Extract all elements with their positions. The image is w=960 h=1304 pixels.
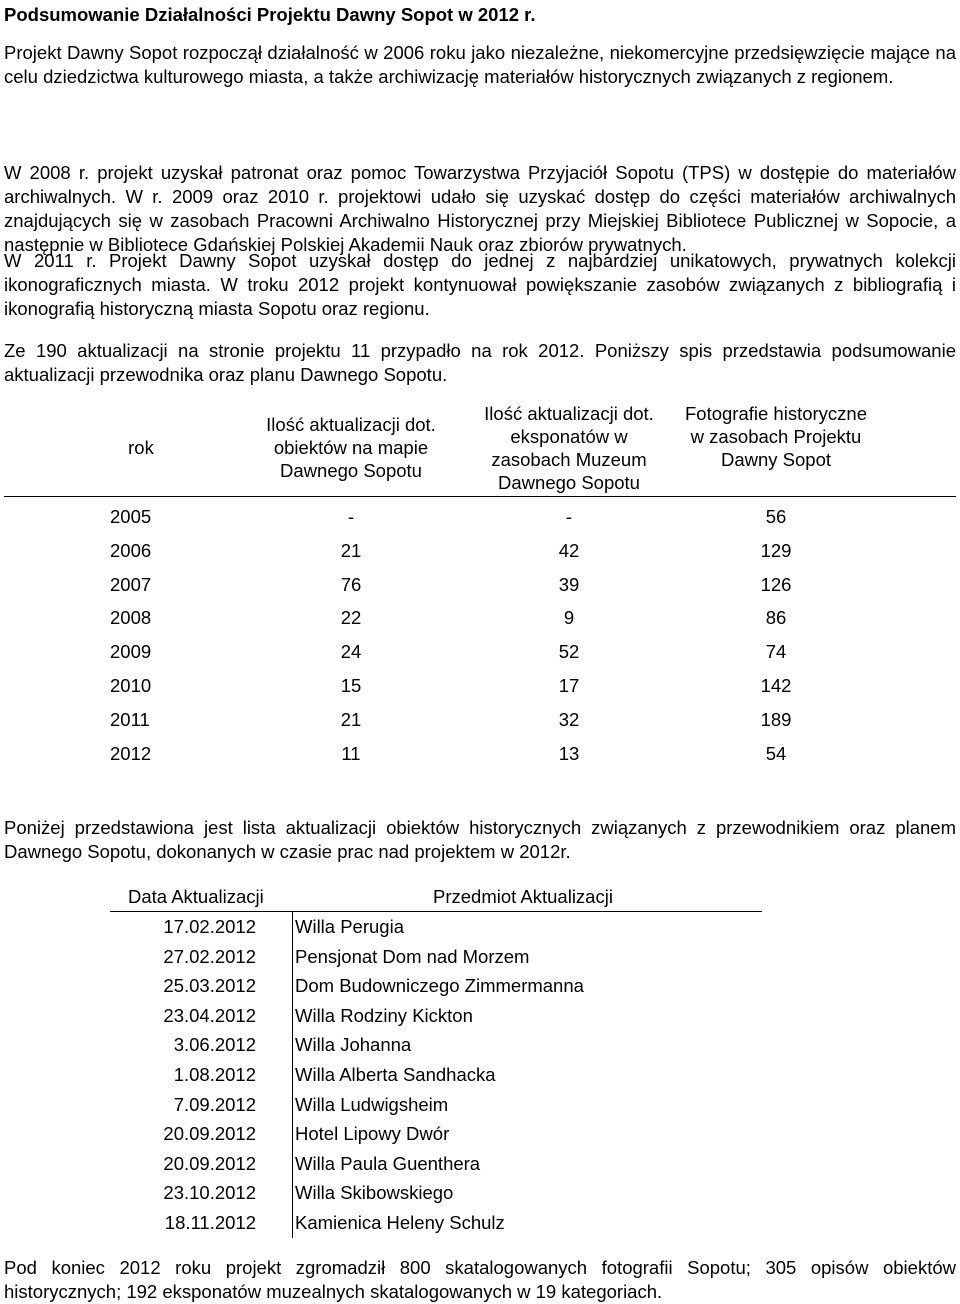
update-subject: Willa Skibowskiego (292, 1178, 453, 1208)
header-update-date: Data Aktualizacji (128, 886, 264, 907)
update-subject: Willa Ludwigsheim (292, 1090, 448, 1120)
updates-intro-paragraph: Poniżej przedstawiona jest lista aktualizacji obiektów historycznych związanych z przewodnikiem oraz planem Dawnego Sopotu, dokonanych w czasie prac nad projektem w 2012r. (4, 817, 956, 862)
update-row (4, 971, 956, 1001)
row-map-updates: 24 (340, 641, 362, 663)
row-map-updates: 21 (340, 539, 362, 561)
update-subject: Willa Perugia (292, 912, 404, 942)
row-historic-photos: 54 (765, 742, 787, 764)
history-paragraph: W 2008 r. projekt uzyskał patronat oraz pomoc Towarzystwa Przyjaciół Sopotu (TPS) w dostępie do materiałów archiwalnych. W r. 2009 oraz 2010 r. projektowi udało się uzyskać dostęp do części materiałów archiwalnych znajdujących się w zasobach Pracowni Archiwalno Historycznej przy Miejskiej Bibliotece Publicznej w Sopocie, a następnie w Bibliotece Gdańskiej Polskiej Akademii Nauk oraz zbiorów prywatnych. (4, 162, 956, 255)
statistics-row (4, 635, 956, 669)
row-year: 2009 (110, 641, 152, 663)
update-date: 7.09.2012 (173, 1093, 256, 1115)
header-year: rok (128, 437, 154, 458)
update-row (4, 1178, 956, 1208)
update-row (4, 1030, 956, 1060)
collection-paragraph: W 2011 r. Projekt Dawny Sopot uzyskał dostęp do jednej z najbardziej unikatowych, prywatnych kolekcji ikonograficznych miasta. W troku 2012 projekt kontynuował powiększanie zasobów związanych z bibliografią i ikonografią historyczną miasta Sopotu oraz regionu. (4, 250, 956, 319)
update-date: 20.09.2012 (163, 1123, 256, 1145)
update-row (4, 1060, 956, 1090)
update-date: 25.03.2012 (163, 975, 256, 997)
header-update-subject: Przedmiot Aktualizacji (433, 886, 613, 907)
update-subject: Willa Rodziny Kickton (292, 1001, 473, 1031)
statistics-row (4, 669, 956, 703)
document-title: Podsumowanie Działalności Projektu Dawny Sopot w 2012 r. (4, 4, 536, 25)
header-historic-photos: Fotografie historyczne w zasobach Projektu Dawny Sopot (684, 403, 867, 470)
header-map-updates: Ilość aktualizacji dot. obiektów na mapie Dawnego Sopotu (266, 414, 436, 481)
row-museum-updates: 13 (558, 742, 580, 764)
row-historic-photos: 142 (760, 674, 792, 696)
row-year: 2005 (110, 506, 152, 527)
update-subject: Kamienica Heleny Schulz (292, 1208, 505, 1238)
updates-table-body (4, 912, 956, 1238)
statistics-row (4, 500, 956, 534)
update-subject: Dom Budowniczego Zimmermanna (292, 971, 584, 1001)
row-historic-photos: 126 (760, 573, 792, 595)
statistics-row (4, 534, 956, 568)
statistics-table-header (4, 396, 956, 497)
update-date: 23.10.2012 (163, 1182, 256, 1204)
update-subject: Willa Alberta Sandhacka (292, 1060, 496, 1090)
row-year: 2006 (110, 539, 152, 561)
row-map-updates: 22 (340, 607, 362, 629)
update-row (4, 1090, 956, 1120)
row-museum-updates: 9 (563, 607, 575, 629)
row-historic-photos: 129 (760, 539, 792, 561)
update-subject: Hotel Lipowy Dwór (292, 1119, 449, 1149)
row-museum-updates: 39 (558, 573, 580, 595)
update-row (4, 1119, 956, 1149)
closing-paragraph: Pod koniec 2012 roku projekt zgromadził 800 skatalogowanych fotografii Sopotu; 305 opisów obiektów historycznych; 192 eksponatów muzealnych skatalogowanych w 19 kategoriach. (4, 1257, 956, 1302)
row-historic-photos: 56 (765, 506, 787, 527)
statistics-row (4, 568, 956, 602)
update-row (4, 1001, 956, 1031)
row-museum-updates: 42 (558, 539, 580, 561)
update-row (4, 1149, 956, 1179)
updates-table (4, 883, 956, 1238)
update-date: 23.04.2012 (163, 1004, 256, 1026)
row-map-updates: - (347, 506, 355, 527)
row-year: 2011 (110, 708, 150, 730)
update-date: 18.11.2012 (164, 1211, 256, 1233)
summary-intro-paragraph: Ze 190 aktualizacji na stronie projektu 11 przypadło na rok 2012. Poniższy spis przedstawia podsumowanie aktualizacji przewodnika oraz planu Dawnego Sopotu. (4, 340, 956, 385)
row-map-updates: 15 (340, 674, 362, 696)
statistics-row (4, 737, 956, 771)
header-museum-updates: Ilość aktualizacji dot. eksponatów w zasobach Muzeum Dawnego Sopotu (484, 403, 654, 493)
statistics-row (4, 601, 956, 635)
row-year: 2010 (110, 674, 152, 696)
statistics-table (4, 396, 956, 770)
row-map-updates: 21 (340, 708, 362, 730)
statistics-row (4, 703, 956, 737)
update-date: 20.09.2012 (163, 1152, 256, 1174)
row-museum-updates: - (565, 506, 573, 527)
row-museum-updates: 17 (558, 674, 580, 696)
update-date: 1.08.2012 (173, 1063, 256, 1085)
row-museum-updates: 32 (558, 708, 580, 730)
row-historic-photos: 86 (765, 607, 787, 629)
row-year: 2008 (110, 607, 152, 629)
update-date: 17.02.2012 (163, 916, 256, 937)
row-historic-photos: 74 (765, 641, 787, 663)
update-row (4, 942, 956, 972)
row-year: 2012 (110, 742, 152, 764)
intro-paragraph: Projekt Dawny Sopot rozpoczął działalność w 2006 roku jako niezależne, niekomercyjne przedsięwzięcie mające na celu dziedzictwa kulturowego miasta, a także archiwizację materiałów historycznych związanych z regionem. (4, 42, 956, 87)
update-subject: Pensjonat Dom nad Morzem (292, 942, 529, 972)
update-row (4, 912, 956, 942)
update-date: 3.06.2012 (173, 1034, 256, 1056)
updates-table-header (110, 883, 762, 912)
update-date: 27.02.2012 (163, 945, 256, 967)
row-map-updates: 76 (340, 573, 362, 595)
row-museum-updates: 52 (558, 641, 580, 663)
row-map-updates: 11 (341, 742, 361, 764)
update-subject: Willa Paula Guenthera (292, 1149, 480, 1179)
row-historic-photos: 189 (760, 708, 792, 730)
update-subject: Willa Johanna (292, 1030, 411, 1060)
update-row (4, 1208, 956, 1238)
row-year: 2007 (110, 573, 152, 595)
statistics-table-body (4, 497, 956, 770)
